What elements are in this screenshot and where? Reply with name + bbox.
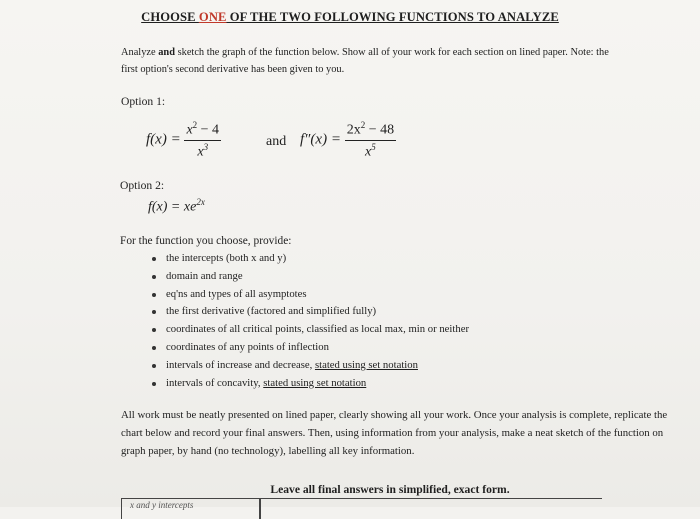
- chart-first-row-label: x and y intercepts: [130, 500, 194, 510]
- heading-part: OF THE TWO FOLLOWING FUNCTIONS TO ANALYZE: [226, 10, 559, 24]
- requirements-list: [148, 250, 469, 392]
- answer-chart-top: [121, 498, 602, 519]
- page-heading: [0, 10, 700, 25]
- option2-label: Option 2:: [120, 179, 165, 192]
- instructions-paragraph: Analyze and sketch the graph of the function below. Show all of your work for each section on lined paper. Note: the first option's second derivative has been given to you.: [121, 47, 609, 75]
- list-item: coordinates of all critical points, classified as local max, min or neither: [148, 321, 469, 339]
- provide-heading: For the function you choose, provide:: [120, 235, 292, 247]
- option1-function: f(x) = $\frac{x^2 - 4}{x^3}$: [146, 120, 220, 160]
- heading-emphasis: ONE: [198, 10, 227, 24]
- list-item: coordinates of any points of inflection: [148, 339, 469, 357]
- heading-part: CHOOSE: [141, 10, 199, 24]
- list-item: eq'ns and types of all asymptotes: [148, 286, 469, 304]
- list-item: intervals of concavity, stated using set notation: [148, 375, 469, 393]
- list-item: the intercepts (both x and y): [148, 250, 469, 268]
- option2-function: $f(x) = xe^{2x}$: [148, 197, 205, 215]
- and-word: and: [266, 134, 287, 149]
- option1-label: Option 1:: [121, 95, 166, 108]
- option1-second-derivative: f″(x) = $\frac{2x^2 - 48}{x^5}$: [300, 120, 395, 160]
- list-item: the first derivative (factored and simplified fully): [148, 303, 469, 321]
- exact-form-note: Leave all final answers in simplified, exact form.: [270, 483, 510, 496]
- final-instructions: All work must be neatly presented on lined paper, clearly showing all your work. Once your analysis is complete, replicate the chart below and record your final answers. Then, using information from your analysis, make a neat sketch of the function on graph paper, by hand (no technology), labelling all key information.: [121, 409, 668, 457]
- chart-divider: [259, 499, 261, 519]
- list-item: intervals of increase and decrease, stated using set notation: [148, 357, 469, 375]
- list-item: domain and range: [148, 268, 469, 286]
